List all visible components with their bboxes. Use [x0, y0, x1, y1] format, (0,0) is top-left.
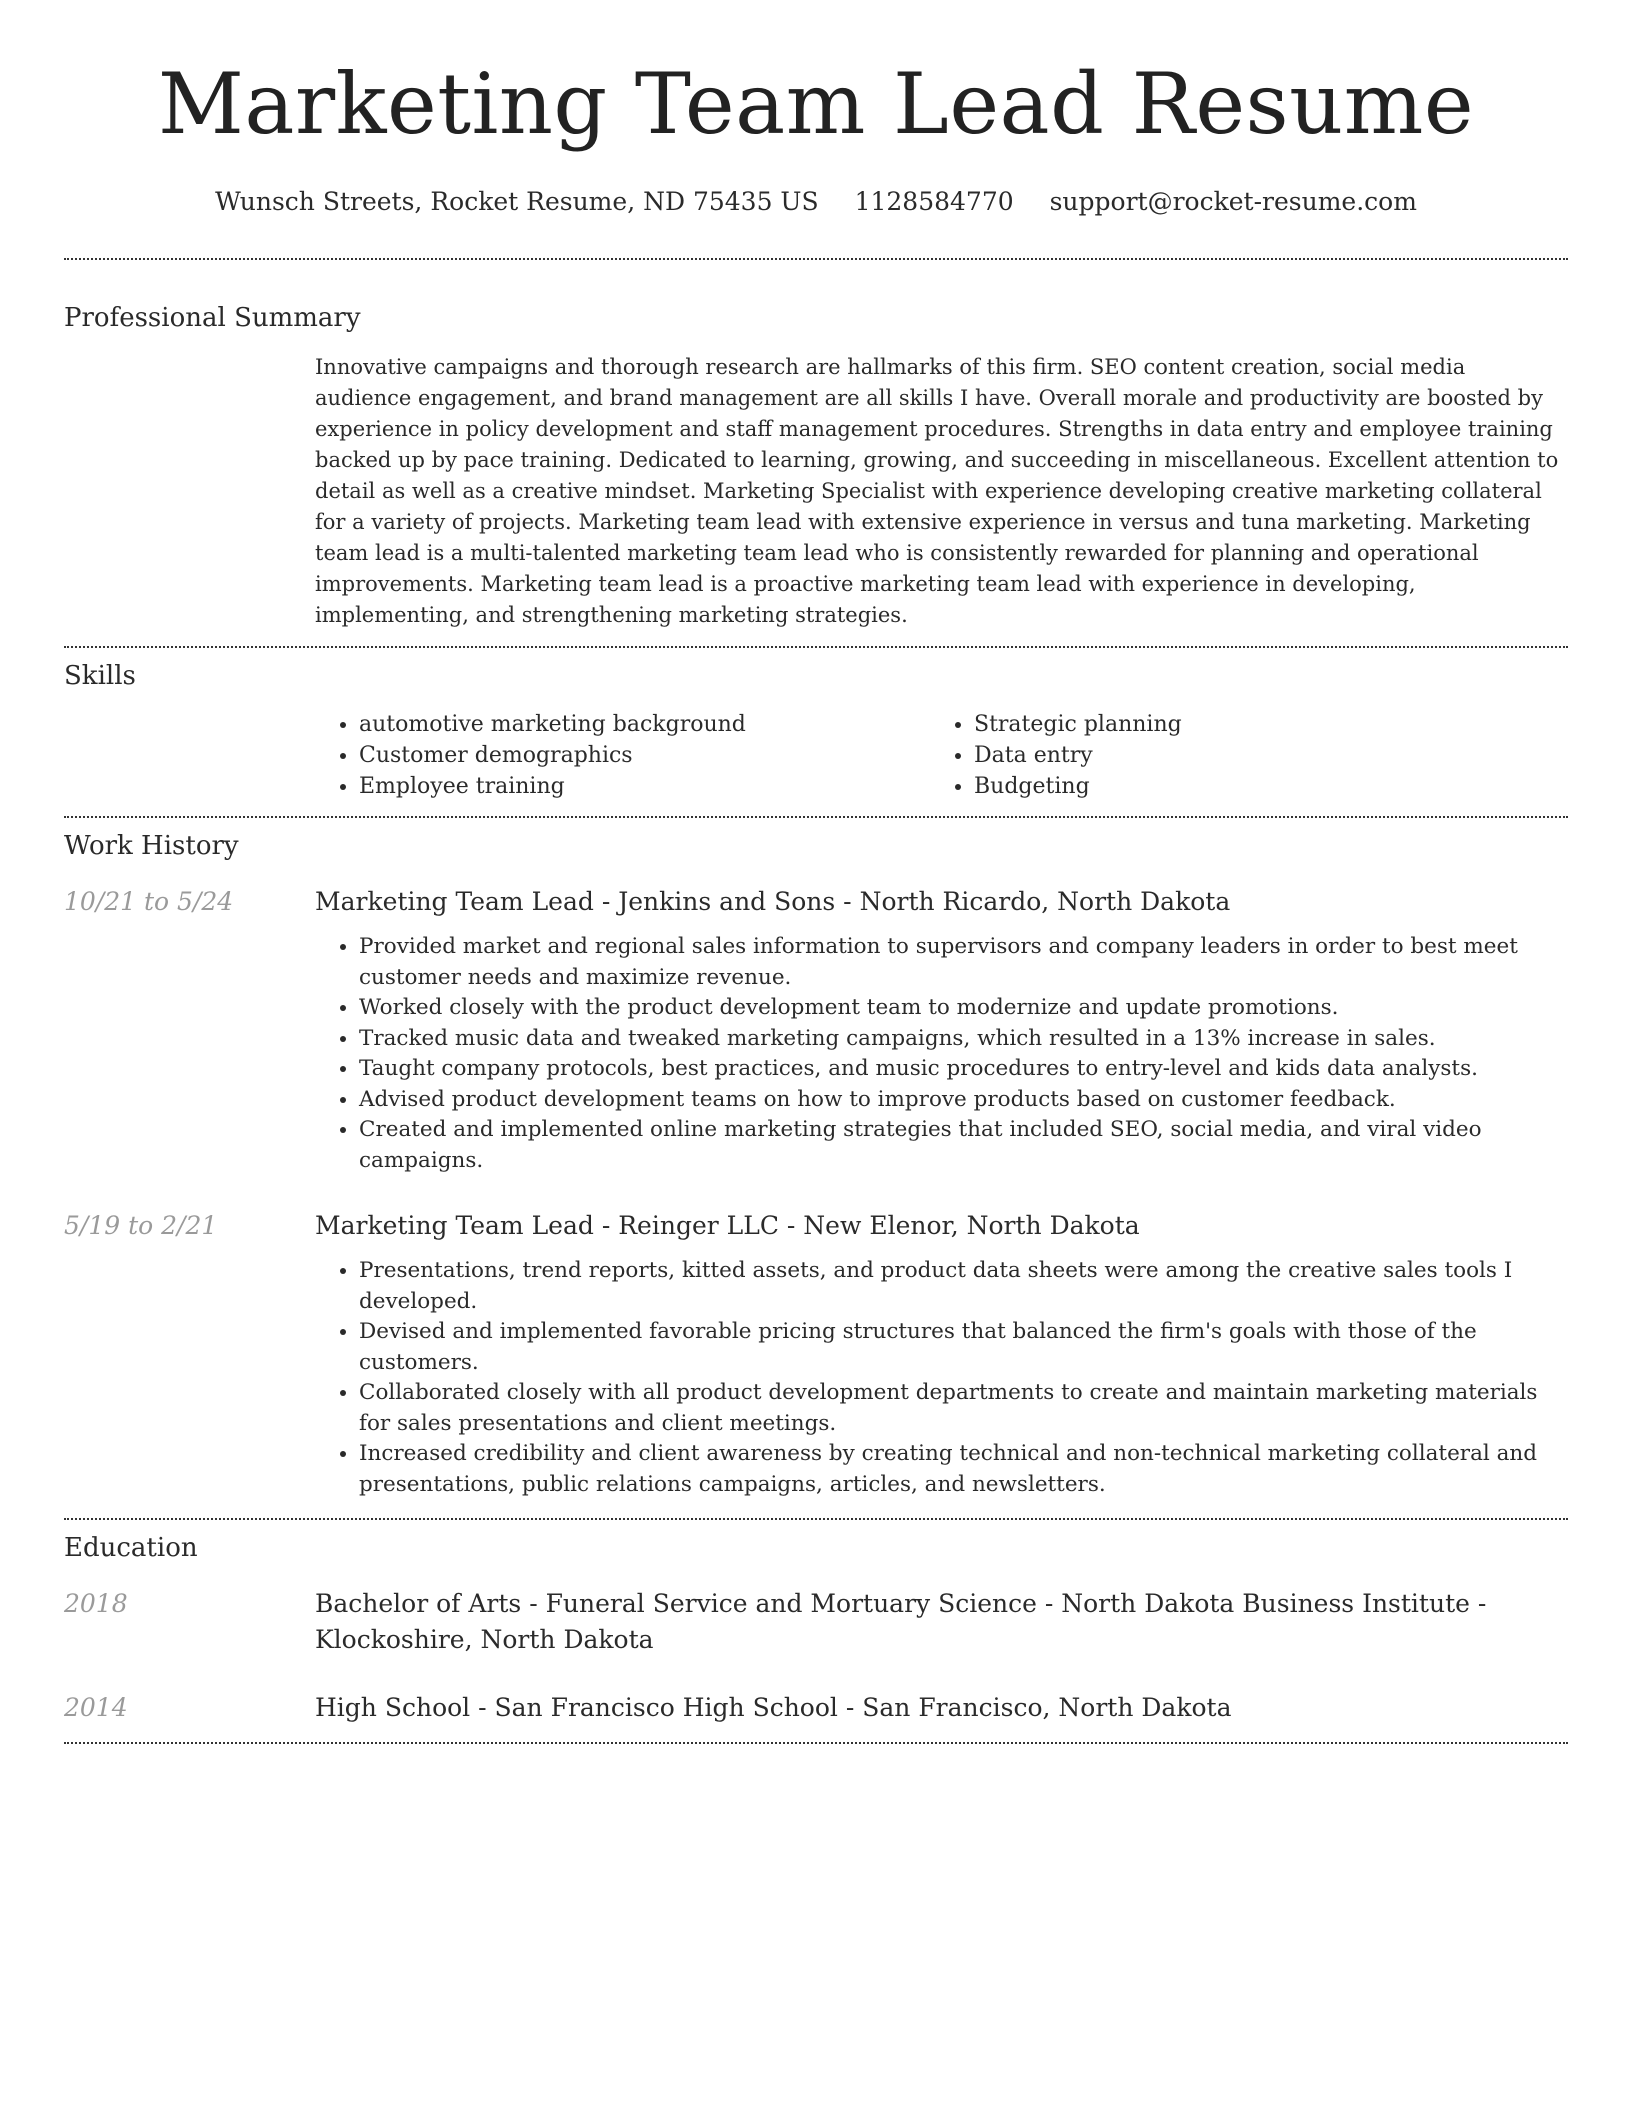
job-header — [64, 884, 1568, 919]
divider — [64, 258, 1568, 260]
job-bullet: • Taught company protocols, best practices, and music procedures to entry-level and kids data analysts. — [359, 1054, 1568, 1085]
job-heading: Marketing Team Lead - Reinger LLC - New Elenor, North Dakota — [315, 1211, 1140, 1240]
job-bullet: • Created and implemented online marketing strategies that included SEO, social media, and viral video campaigns. — [359, 1115, 1568, 1176]
resume-title: Marketing Team Lead Resume — [157, 55, 1475, 153]
job-entry — [64, 884, 1568, 1176]
job-dates: 5/19 to 2/21 — [64, 1211, 218, 1240]
skills-list — [315, 709, 1568, 802]
job-bullets — [315, 932, 1568, 1176]
education-year: 2014 — [64, 1693, 128, 1722]
job-header — [64, 1208, 1568, 1243]
section-title-summary: Professional Summary — [64, 303, 361, 333]
skill-item: • Strategic planning — [974, 709, 1545, 740]
job-bullet: • Worked closely with the product development team to modernize and update promotions. — [359, 993, 1568, 1024]
job-dates: 10/21 to 5/24 — [64, 887, 234, 916]
job-bullet: • Advised product development teams on how to improve products based on customer feedback. — [359, 1085, 1568, 1116]
education-year: 2018 — [64, 1589, 128, 1618]
education-text: High School - San Francisco High School - San Francisco, North Dakota — [315, 1693, 1232, 1722]
skill-item: • Budgeting — [974, 771, 1545, 802]
job-heading: Marketing Team Lead - Jenkins and Sons - North Ricardo, North Dakota — [315, 887, 1231, 916]
skills-column-left — [315, 709, 930, 802]
address-text: Wunsch Streets, Rocket Resume, ND 75435 US — [215, 187, 819, 216]
section-title-work: Work History — [64, 831, 239, 861]
education-entry — [64, 1586, 1568, 1658]
skill-item: • Customer demographics — [359, 740, 930, 771]
job-bullet: • Presentations, trend reports, kitted assets, and product data sheets were among the creative sales tools I developed. — [359, 1256, 1568, 1317]
skill-item: • automotive marketing background — [359, 709, 930, 740]
education-text: Bachelor of Arts - Funeral Service and Mortuary Science - North Dakota Business Institute - Klockoshire, North Dakota — [315, 1589, 1487, 1654]
job-bullet: • Increased credibility and client awareness by creating technical and non-technical marketing collateral and presentations, public relations campaigns, articles, and newsletters. — [359, 1439, 1568, 1500]
education-entry — [64, 1690, 1568, 1726]
job-entry — [64, 1208, 1568, 1500]
divider — [64, 816, 1568, 818]
job-bullet: • Tracked music data and tweaked marketing campaigns, which resulted in a 13% increase in sales. — [359, 1024, 1568, 1055]
email-text: support@rocket-resume.com — [1049, 187, 1417, 216]
section-title-education: Education — [64, 1533, 198, 1563]
job-bullets — [315, 1256, 1568, 1500]
divider — [64, 1742, 1568, 1744]
divider — [64, 646, 1568, 648]
skill-item: • Data entry — [974, 740, 1545, 771]
job-bullet: • Devised and implemented favorable pricing structures that balanced the firm's goals with those of the customers. — [359, 1317, 1568, 1378]
divider — [64, 1518, 1568, 1520]
job-bullet: • Provided market and regional sales information to supervisors and company leaders in order to best meet customer needs and maximize revenue. — [359, 932, 1568, 993]
skills-column-right — [930, 709, 1545, 802]
phone-text: 1128584770 — [854, 187, 1014, 216]
section-title-skills: Skills — [64, 661, 136, 691]
contact-line — [64, 184, 1568, 220]
summary-text: Innovative campaigns and thorough research are hallmarks of this firm. SEO content creation, social media audience engagement, and brand management are all skills I have. Overall morale and productivity are boosted by experience in policy development and staff management procedures. Strengths in data entry and employee training backed up by pace training. Dedicated to learning, growing, and succeeding in miscellaneous. Excellent attention to detail as well as a creative mindset. Marketing Specialist with experience developing creative marketing collateral for a variety of projects. Marketing team lead with extensive experience in versus and tuna marketing. Marketing team lead is a multi-talented marketing team lead who is consistently rewarded for planning and operational improvements. Marketing team lead is a proactive marketing team lead with experience in developing, implementing, and strengthening marketing strategies. — [315, 355, 1559, 627]
resume-page — [64, 0, 1568, 1744]
skill-item: • Employee training — [359, 771, 930, 802]
job-bullet: • Collaborated closely with all product development departments to create and maintain marketing materials for sales presentations and client meetings. — [359, 1378, 1568, 1439]
